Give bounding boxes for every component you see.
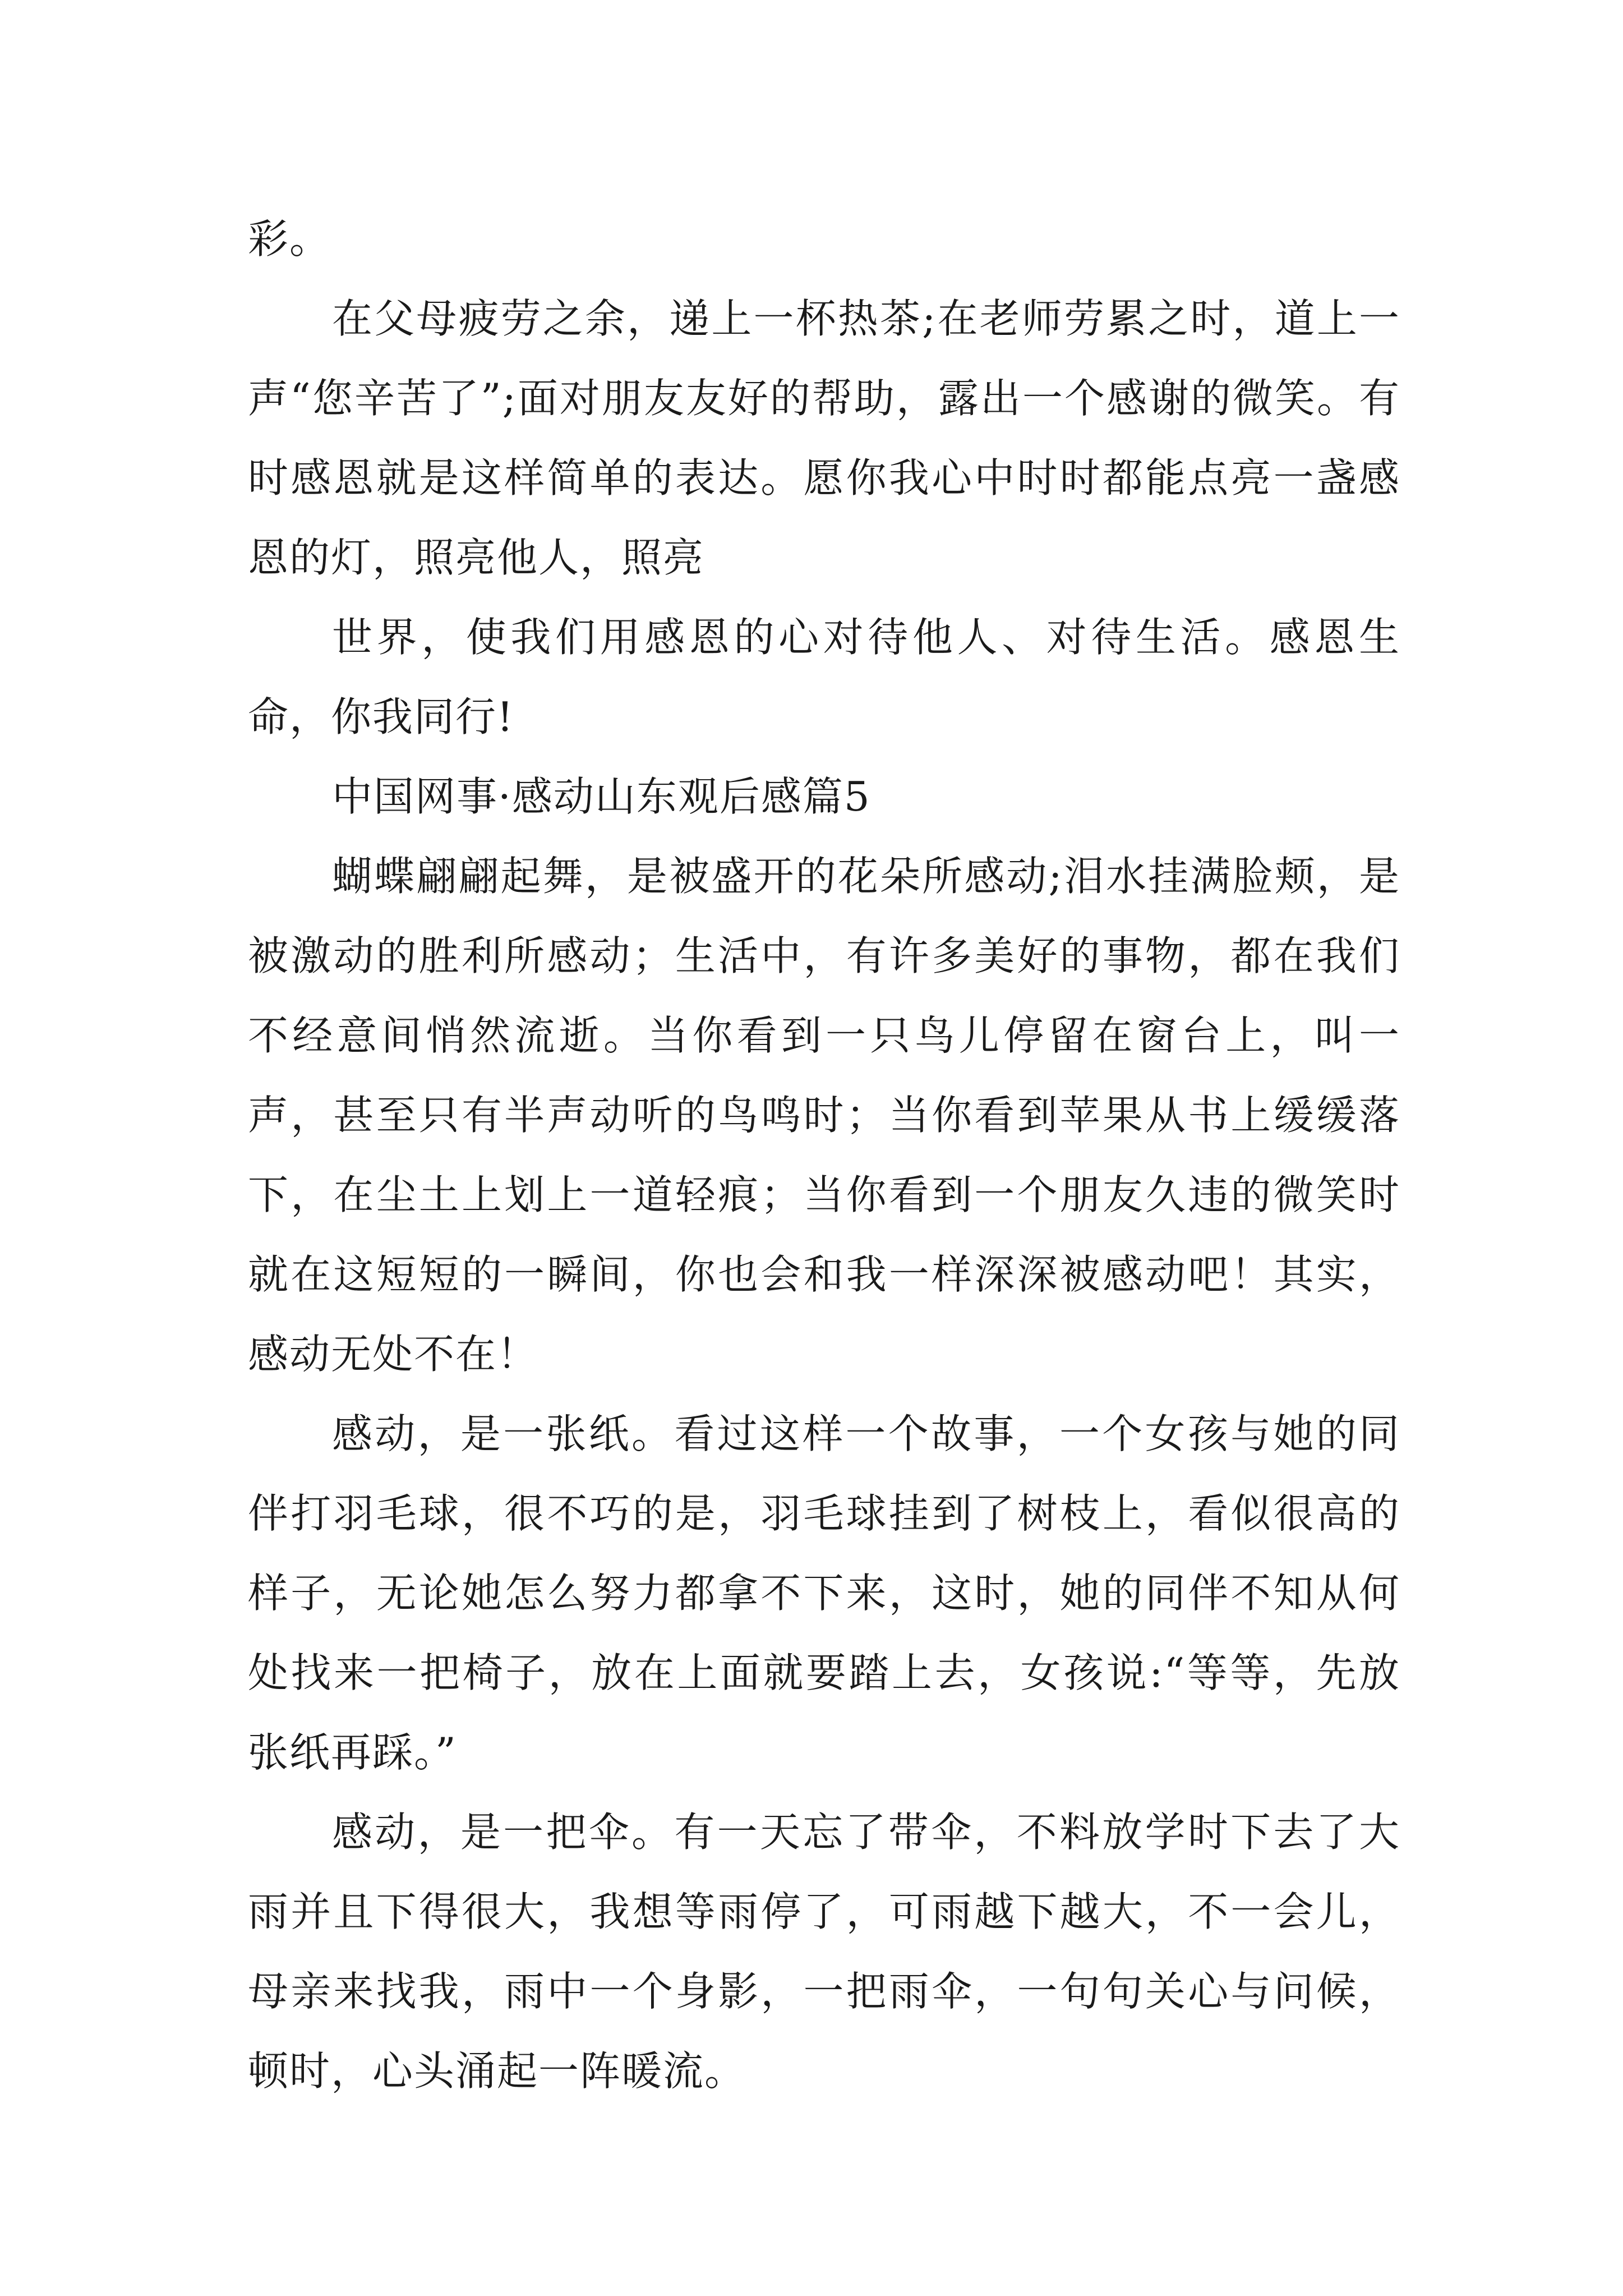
- paragraph-2: 在父母疲劳之余，递上一杯热茶;在老师劳累之时，道上一声“您辛苦了”;面对朋友友好的帮助，露出一个感谢的微笑。有时感恩就是这样简单的表达。愿你我心中时时都能点亮一盏感恩的灯，照亮他人，照亮: [248, 295, 1400, 581]
- section-heading: 中国网事·感动山东观后感篇5: [332, 773, 871, 820]
- paragraph-5: 蝴蝶翩翩起舞，是被盛开的花朵所感动;泪水挂满脸颊，是被激动的胜利所感动；生活中，有许多美好的事物，都在我们不经意间悄然流逝。当你看到一只鸟儿停留在窗台上，叫一声，甚至只有半声动听的鸟鸣时；当你看到苹果从书上缓缓落下，在尘土上划上一道轻痕；当你看到一个朋友久违的微笑时就在这短短的一瞬间，你也会和我一样深深被感动吧！其实，感动无处不在！: [248, 853, 1400, 1378]
- paragraph-3: 世界，使我们用感恩的心对待他人、对待生活。感恩生命，你我同行!: [248, 614, 1400, 740]
- document-body: [248, 199, 1400, 2111]
- paragraph-6: 感动，是一张纸。看过这样一个故事，一个女孩与她的同伴打羽毛球，很不巧的是，羽毛球挂到了树枝上，看似很高的样子，无论她怎么努力都拿不下来，这时，她的同伴不知从何处找来一把椅子，放在上面就要踏上去，女孩说:“等等，先放张纸再踩。”: [248, 1410, 1400, 1776]
- paragraph-7: 感动，是一把伞。有一天忘了带伞，不料放学时下去了大雨并且下得很大，我想等雨停了，可雨越下越大，不一会儿，母亲来找我，雨中一个身影，一把雨伞，一句句关心与问候，顿时，心头涌起一阵暖流。: [248, 1809, 1400, 2095]
- paragraph-1: 彩。: [248, 215, 331, 263]
